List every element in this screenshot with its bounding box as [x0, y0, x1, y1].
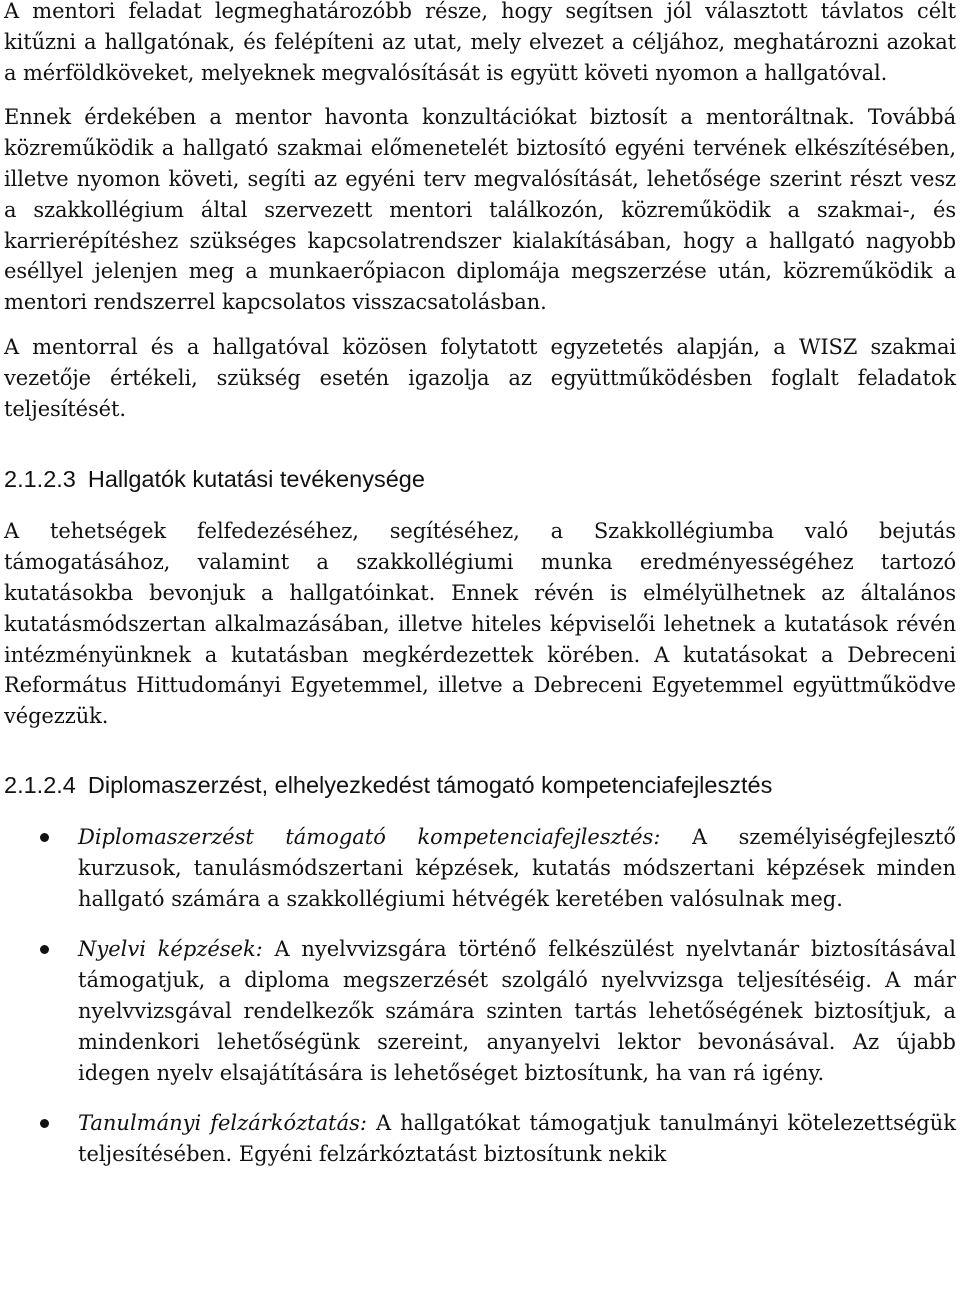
list-item	[4, 822, 956, 914]
list-item	[4, 1108, 956, 1170]
list-item-text: A nyelvvizsgára történő felkészülést nyelvtanár biztosításával támogatjuk, a diploma megszerzését szolgáló nyelvvizsga teljesítéséig. A már nyelvvizsgával rendelkezők számára szinten tartás lehetőségének biztosítjuk, a mindenkori lehetőségünk szereint, anyanyelvi lektor bevonásával. Az újabb idegen nyelv elsajátítására is lehetőséget biztosítunk, ha van rá igény.	[78, 937, 956, 1085]
section-number: 2.1.2.3	[4, 466, 76, 493]
list-item-text: A személyiségfejlesztő kurzusok, tanulásmódszertani képzések, kutatás módszertani képzések minden hallgató számára a szakkollégiumi hétvégék keretében valósulnak meg.	[78, 824, 956, 911]
section-title: Diplomaszerzést, elhelyezkedést támogató kompetenciafejlesztés	[87, 771, 773, 798]
list-item-text: A hallgatókat támogatjuk tanulmányi kötelezettségük teljesítésében. Egyéni felzárkóztatást biztosítunk nekik	[78, 1111, 956, 1167]
section-number: 2.1.2.4	[4, 771, 76, 798]
paragraph-mentor-task: A mentori feladat legmeghatározóbb része, hogy segítsen jól választott távlatos célt kitűzni a hallgatónak, és felépíteni az utat, mely elvezet a céljához, meghatározni azokat a mérföldköveket, melyeknek megvalósítását is együtt követi nyomon a hallgatóval.	[4, 0, 956, 85]
paragraph-research: A tehetségek felfedezéséhez, segítéséhez, a Szakkollégiumba való bejutás támogatásához, valamint a szakkollégiumi munka eredményességéhez tartozó kutatásokba bevonjuk a hallgatóinkat. Ennek révén is elmélyülhetnek az általános kutatásmódszertan alkalmazásában, illetve hiteles képviselői lehetnek a kutatások révén intézményünknek a kutatásban megkérdezettek körében. A kutatásokat a Debreceni Református Hittudományi Egyetemmel, illetve a Debreceni Egyetemmel együttműködve végezzük.	[4, 519, 956, 729]
list-item	[4, 934, 956, 1088]
list-item-lead: Diplomaszerzést támogató kompetenciafejlesztés:	[78, 824, 661, 849]
bullet-icon	[40, 945, 49, 954]
list-item-lead: Nyelvi képzések:	[78, 937, 263, 962]
section-title: Hallgatók kutatási tevékenysége	[87, 466, 425, 493]
bullet-icon	[40, 833, 49, 842]
section-heading-competence	[4, 770, 956, 800]
paragraph-mentor-consultation: Ennek érdekében a mentor havonta konzultációkat biztosít a mentoráltnak. Továbbá közreműködik a hallgató szakmai előmenetelét biztosító egyéni tervének elkészítésében, illetve nyomon követi, segíti az egyéni terv megvalósítását, lehetősége szerint részt vesz a szakkollégium által szervezett mentori találkozón, közreműködik a szakmai-, és karrierépítéshez szükséges kapcsolatrendszer kialakításában, hogy a hallgató nagyobb eséllyel jelenjen meg a munkaerőpiacon diplomája megszerzése után, közreműködik a mentori rendszerrel kapcsolatos visszacsatolásban.	[4, 105, 956, 315]
bullet-list	[4, 822, 956, 1170]
list-item-lead: Tanulmányi felzárkóztatás:	[78, 1111, 367, 1136]
bullet-icon	[40, 1119, 49, 1128]
paragraph-evaluation: A mentorral és a hallgatóval közösen folytatott egyzetetés alapján, a WISZ szakmai vezetője értékeli, szükség esetén igazolja az együttműködésben foglalt feladatok teljesítését.	[4, 334, 956, 421]
section-heading-research	[4, 464, 956, 494]
